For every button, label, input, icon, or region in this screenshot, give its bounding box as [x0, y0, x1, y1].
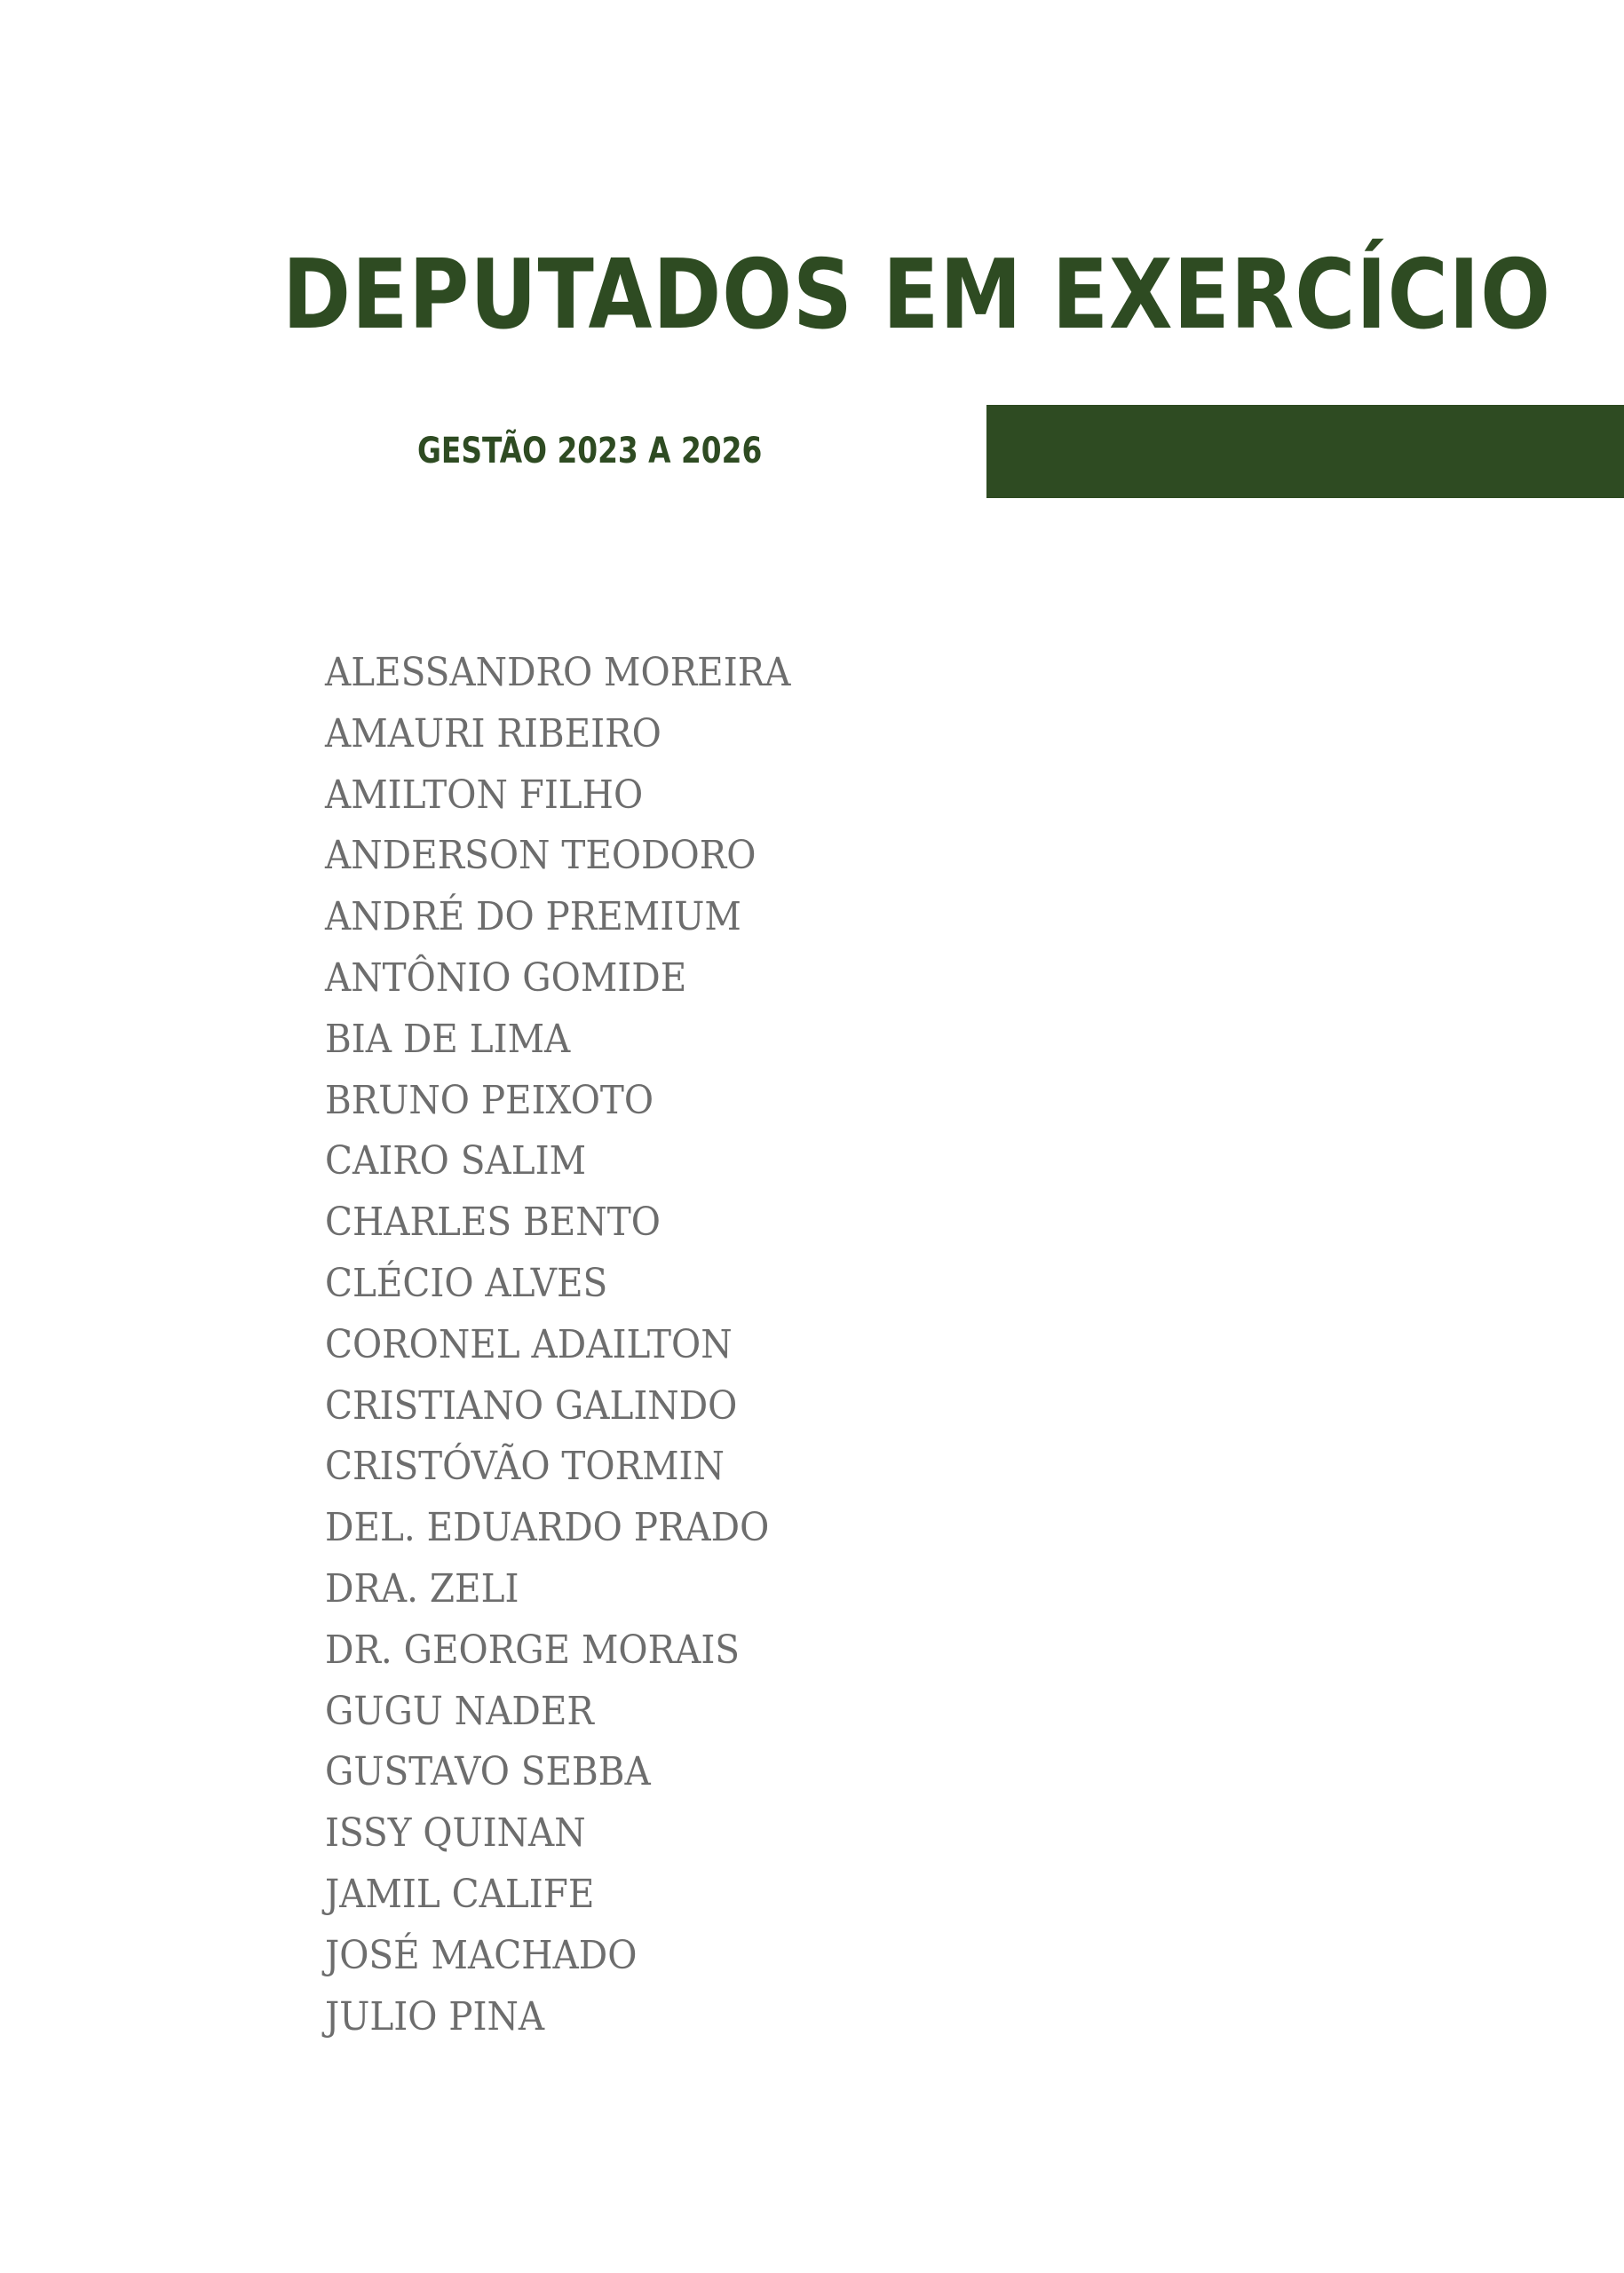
deputies-list: [325, 643, 831, 2047]
list-item: AMAURI RIBEIRO: [325, 710, 661, 756]
list-item: JULIO PINA: [325, 1993, 545, 2039]
list-item: CORONEL ADAILTON: [325, 1321, 733, 1367]
list-item: ALESSANDRO MOREIRA: [325, 650, 791, 695]
list-item: DEL. EDUARDO PRADO: [325, 1505, 770, 1551]
list-item: CRISTIANO GALINDO: [325, 1382, 738, 1429]
list-item: GUGU NADER: [325, 1688, 594, 1734]
list-item: CAIRO SALIM: [325, 1138, 587, 1184]
list-item: ANTÔNIO GOMIDE: [325, 954, 687, 1001]
list-item: CRISTÓVÃO TORMIN: [325, 1444, 725, 1490]
list-item: DR. GEORGE MORAIS: [325, 1627, 741, 1673]
accent-bar: [986, 405, 1624, 498]
list-item: AMILTON FILHO: [325, 772, 644, 818]
list-item: CHARLES BENTO: [325, 1200, 661, 1246]
list-item: BRUNO PEIXOTO: [325, 1077, 654, 1123]
list-item: DRA. ZELI: [325, 1565, 519, 1612]
list-item: ANDRÉ DO PREMIUM: [325, 894, 741, 940]
list-item: JOSÉ MACHADO: [325, 1932, 638, 1978]
list-item: GUSTAVO SEBBA: [325, 1749, 651, 1795]
list-item: JAMIL CALIFE: [325, 1871, 595, 1917]
page-title: DEPUTADOS EM EXERCÍCIO: [282, 240, 1551, 351]
list-item: CLÉCIO ALVES: [325, 1260, 608, 1306]
list-item: ISSY QUINAN: [325, 1810, 586, 1857]
list-item: ANDERSON TEODORO: [325, 833, 757, 879]
list-item: BIA DE LIMA: [325, 1016, 571, 1062]
page-subtitle: GESTÃO 2023 A 2026: [417, 431, 763, 471]
